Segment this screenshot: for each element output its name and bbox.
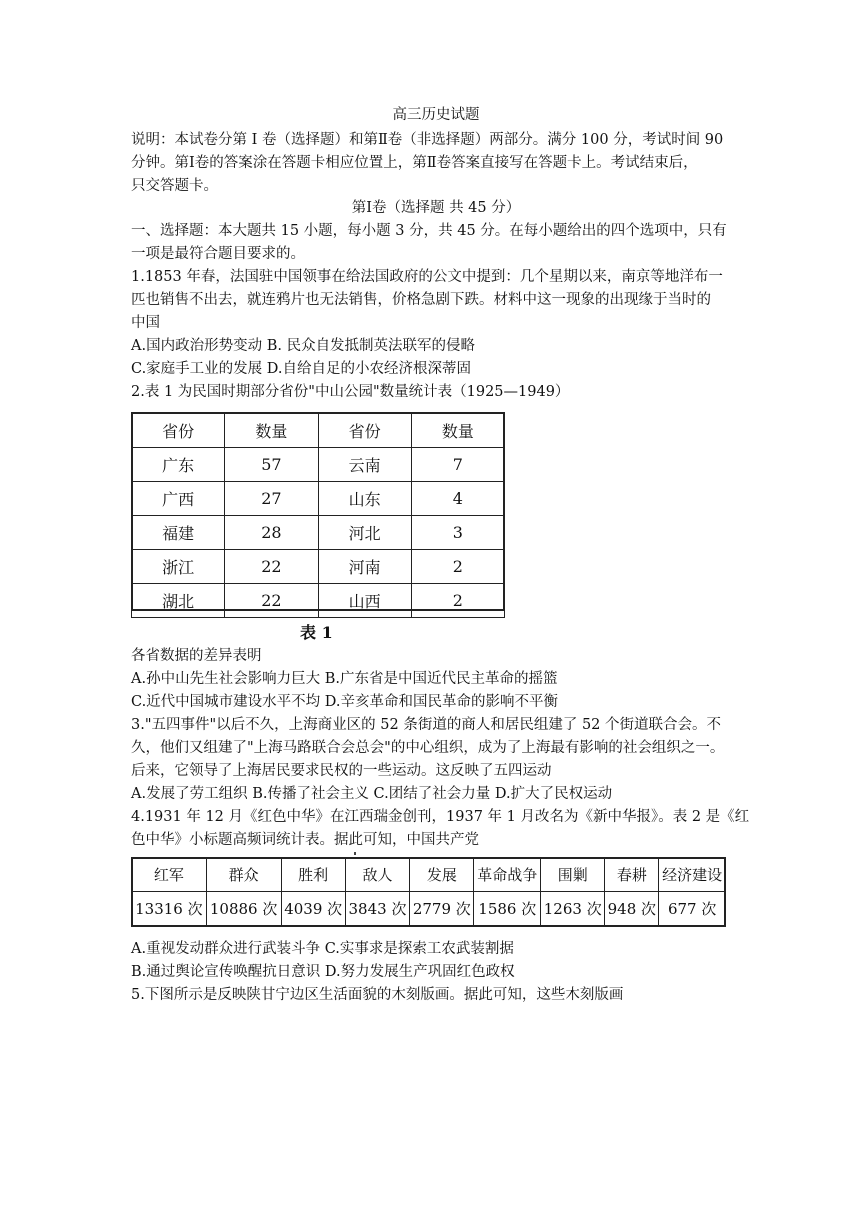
table-2-header-cell: 群众	[206, 858, 281, 892]
table-1-cell: 57	[225, 448, 318, 482]
table-1-cell: 3	[411, 516, 504, 550]
table-2-header-cell: 春耕	[605, 858, 659, 892]
table-1-header-row	[132, 413, 505, 448]
q2-stem: 2.表 1 为民国时期部分省份"中山公园"数量统计表（1925—1949）	[131, 384, 570, 400]
section-intro-line-2: 一项是最符合题目要求的。	[131, 246, 305, 262]
q1-option-line-1: A.国内政治形势变动 B. 民众自发抵制英法联军的侵略	[131, 338, 476, 354]
table-2-cell: 3843 次	[345, 892, 409, 926]
q1-option-line-2: C.家庭手工业的发展 D.自给自足的小农经济根深蒂固	[131, 361, 472, 377]
table-2-cell: 10886 次	[206, 892, 281, 926]
table-2-cell: 948 次	[605, 892, 659, 926]
table-2-header-row	[132, 858, 726, 892]
table-1-cell: 湖北	[132, 584, 225, 618]
q4-option-line-2: B.通过舆论宣传唤醒抗日意识 D.努力发展生产巩固红色政权	[131, 964, 515, 980]
table-2-header-cell: 围剿	[541, 858, 605, 892]
table-1-cell: 28	[225, 516, 318, 550]
q3-stem-line-1: 3."五四事件"以后不久，上海商业区的 52 条街道的商人和居民组建了 52 个街道联合会。不	[131, 717, 722, 733]
table-2-cell: 13316 次	[132, 892, 207, 926]
table-2-header-cell: 革命战争	[474, 858, 541, 892]
table-1-cell: 山西	[318, 584, 411, 618]
table-1-cell: 福建	[132, 516, 225, 550]
q2-option-line-2: C.近代中国城市建设水平不均 D.辛亥革命和国民革命的影响不平衡	[131, 694, 559, 710]
instructions-line-3: 只交答题卡。	[131, 178, 218, 194]
table-1-cell: 22	[225, 584, 318, 618]
table-1-row	[132, 550, 505, 584]
q3-option-line: A.发展了劳工组织 B.传播了社会主义 C.团结了社会力量 D.扩大了民权运动	[131, 786, 613, 802]
table-1-cell: 22	[225, 550, 318, 584]
q1-stem-line-2: 匹也销售不出去，就连鸦片也无法销售，价格急剧下跌。材料中这一现象的出现缘于当时的	[131, 292, 711, 308]
table-1-cell: 7	[411, 448, 504, 482]
page-title: 高三历史试题	[392, 107, 480, 123]
table-1-cell: 河北	[318, 516, 411, 550]
table-2-cell: 1263 次	[541, 892, 605, 926]
table-2-header-cell: 敌人	[345, 858, 409, 892]
table-1-row	[132, 516, 505, 550]
q1-stem-line-1: 1.1853 年春，法国驻中国领事在给法国政府的公文中提到：几个星期以来，南京等地洋布一	[131, 269, 723, 285]
table-2-cell: 677 次	[659, 892, 726, 926]
table-1-cell: 河南	[318, 550, 411, 584]
q4-stem-line-1: 4.1931 年 12 月《红色中华》在江西瑞金创刊，1937 年 1 月改名为《新中华报》。表 2 是《红	[131, 809, 750, 825]
q2-option-line-1: A.孙中山先生社会影响力巨大 B.广东省是中国近代民主革命的摇篮	[131, 671, 558, 687]
q5-stem: 5.下图所示是反映陕甘宁边区生活面貌的木刻版画。据此可知，这些木刻版画	[131, 987, 624, 1003]
table-1-cell: 4	[411, 482, 504, 516]
section-intro-line-1: 一、选择题：本大题共 15 小题，每小题 3 分，共 45 分。在每小题给出的四个选项中，只有	[131, 223, 727, 239]
q3-stem-line-3: 后来，它领导了上海居民要求民权的一些运动。这反映了五四运动	[131, 763, 552, 779]
table-2-header-cell: 发展	[410, 858, 474, 892]
table-1-header-cell: 数量	[411, 413, 504, 448]
table-2-header-cell: 经济建设	[659, 858, 726, 892]
table-2-cell: 4039 次	[281, 892, 345, 926]
table-1-cell: 2	[411, 584, 504, 618]
table-1-cell: 2	[411, 550, 504, 584]
table-1-row	[132, 448, 505, 482]
table-1-cell: 广西	[132, 482, 225, 516]
table-2-cell: 1586 次	[474, 892, 541, 926]
table-2-keyword-frequency	[131, 857, 726, 926]
table-1-cell: 浙江	[132, 550, 225, 584]
q3-stem-line-2: 久，他们又组建了"上海马路联合会总会"的中心组织，成为了上海最有影响的社会组织之一。	[131, 740, 725, 756]
table-1-header-cell: 省份	[318, 413, 411, 448]
q4-option-line-1: A.重视发动群众进行武装斗争 C.实事求是探索工农武装割据	[131, 941, 514, 957]
table-1-cell: 27	[225, 482, 318, 516]
table-2-cell: 2779 次	[410, 892, 474, 926]
table-1-cell: 广东	[132, 448, 225, 482]
scan-mark	[354, 852, 356, 855]
table-2-header-cell: 胜利	[281, 858, 345, 892]
instructions-line-2: 分钟。第Ⅰ卷的答案涂在答题卡相应位置上，第Ⅱ卷答案直接写在答题卡上。考试结束后，	[131, 155, 698, 171]
table-2-value-row	[132, 892, 726, 926]
table-1-row	[132, 482, 505, 516]
table-2-header-cell: 红军	[132, 858, 207, 892]
q4-stem-line-2: 色中华》小标题高频词统计表。据此可知，中国共产党	[131, 832, 479, 848]
q2-stem-2: 各省数据的差异表明	[131, 648, 262, 664]
table-1-cell: 云南	[318, 448, 411, 482]
table-1-zhongshan-parks	[131, 412, 505, 618]
instructions-line-1: 说明：本试卷分第 I 卷（选择题）和第Ⅱ卷（非选择题）两部分。满分 100 分，考试时间 90	[131, 132, 724, 148]
table-1-cell: 山东	[318, 482, 411, 516]
table-1-caption: 表 1	[300, 623, 333, 642]
table-1-header-cell: 省份	[132, 413, 225, 448]
table-1-row	[132, 584, 505, 618]
table-1-header-cell: 数量	[225, 413, 318, 448]
q1-stem-line-3: 中国	[131, 315, 160, 331]
section-title: 第Ⅰ卷（选择题 共 45 分）	[351, 200, 521, 216]
